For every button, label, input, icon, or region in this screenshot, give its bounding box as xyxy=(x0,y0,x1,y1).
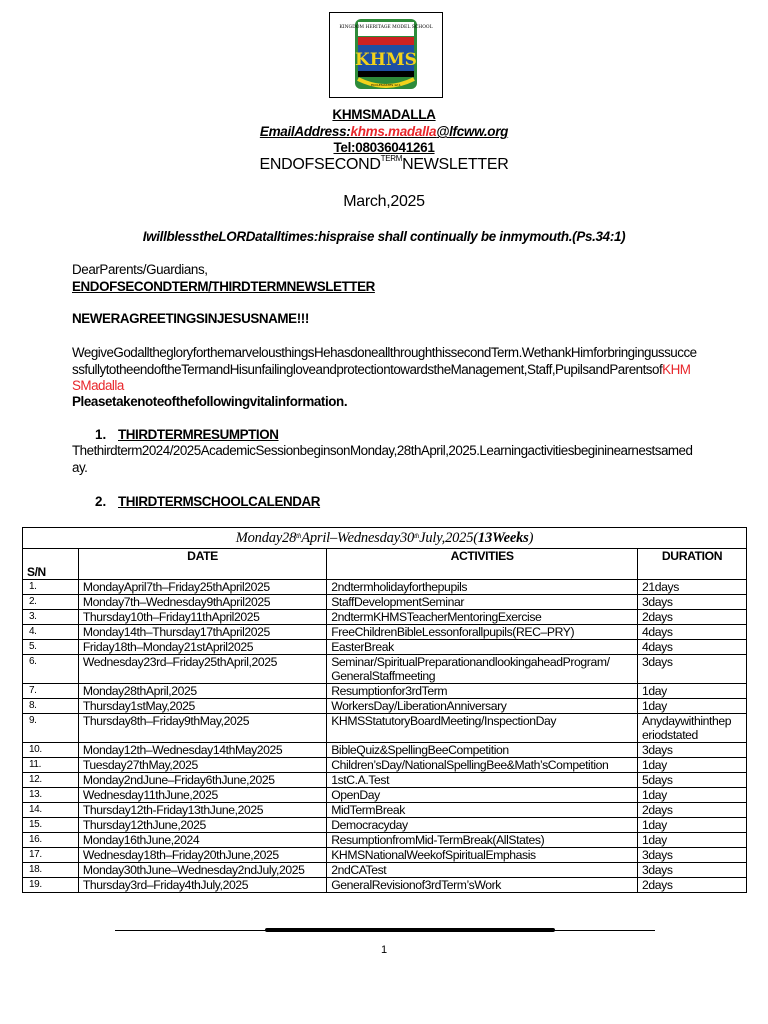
email-line xyxy=(0,124,768,139)
section2-title: THIRDTERMSCHOOLCALENDAR xyxy=(118,494,321,509)
table-row xyxy=(23,788,747,803)
row-sn: 7. xyxy=(23,684,79,699)
row-sn: 13. xyxy=(23,788,79,803)
row-sn: 6. xyxy=(23,655,79,684)
row-date: Monday28thApril,2025 xyxy=(78,684,326,699)
row-sn: 1. xyxy=(23,580,79,595)
row-sn: 9. xyxy=(23,714,79,743)
newsletter-title: $ENDOFSECOND^{TERM}NEWSLETTER$ xyxy=(259,154,509,173)
table-row xyxy=(23,758,747,773)
row-duration: 3days xyxy=(638,848,747,863)
section2-number: 2. xyxy=(95,494,107,509)
row-date: Friday18th–Monday21stApril2025 xyxy=(78,640,326,655)
row-sn: 14. xyxy=(23,803,79,818)
row-date: Tuesday27thMay,2025 xyxy=(78,758,326,773)
row-activity: 2ndtermKHMSTeacherMentoringExercise xyxy=(327,610,638,625)
row-duration: 3days xyxy=(638,863,747,878)
table-row xyxy=(23,655,747,684)
row-activity: Children’sDay/NationalSpellingBee&Math’sCompetition xyxy=(327,758,638,773)
calendar-table xyxy=(22,527,747,893)
row-date: Monday30thJune–Wednesday2ndJuly,2025 xyxy=(78,863,326,878)
row-date: Thursday10th–Friday11thApril2025 xyxy=(78,610,326,625)
calendar-header-row xyxy=(23,549,747,580)
row-sn: 3. xyxy=(23,610,79,625)
logo-letters: KHMS xyxy=(355,50,417,70)
school-logo xyxy=(329,12,443,98)
logo-bottom-text: ECCLESIASTES 12:1 xyxy=(371,83,401,87)
row-date: Monday2ndJune–Friday6thJune,2025 xyxy=(78,773,326,788)
table-row xyxy=(23,580,747,595)
table-row xyxy=(23,803,747,818)
row-date: Wednesday11thJune,2025 xyxy=(78,788,326,803)
row-duration: 21days xyxy=(638,580,747,595)
row-duration: 1day xyxy=(638,684,747,699)
school-name: KHMSMADALLA xyxy=(332,107,436,122)
row-activity: MidTermBreak xyxy=(327,803,638,818)
table-row xyxy=(23,743,747,758)
row-activity: ResumptionfromMid-TermBreak(AllStates) xyxy=(327,833,638,848)
newsletter-date: March,2025 xyxy=(343,193,425,210)
row-date: MondayApril7th–Friday25thApril2025 xyxy=(78,580,326,595)
calendar-title: Monday28thApril–Wednesday30thJuly,2025(13Weeks) xyxy=(23,528,747,549)
row-activity: EasterBreak xyxy=(327,640,638,655)
greeting: NEWERAGREETINGSINJESUSNAME!!! xyxy=(72,311,309,326)
row-duration: 1day xyxy=(638,833,747,848)
row-activity: 2ndCATest xyxy=(327,863,638,878)
row-sn: 8. xyxy=(23,699,79,714)
row-duration: Anydaywithinthep eriodstated xyxy=(638,714,747,743)
header-activities: ACTIVITIES xyxy=(327,549,638,580)
row-sn: 2. xyxy=(23,595,79,610)
row-activity: Seminar/SpiritualPreparationandlookingaheadProgram/ GeneralStaffmeeting xyxy=(327,655,638,684)
email-domain: @lfcww.org xyxy=(436,124,509,139)
row-activity: OpenDay xyxy=(327,788,638,803)
row-sn: 15. xyxy=(23,818,79,833)
table-row xyxy=(23,863,747,878)
row-activity: Democracyday xyxy=(327,818,638,833)
row-date: Wednesday23rd–Friday25thApril,2025 xyxy=(78,655,326,684)
row-activity: Resumptionfor3rdTerm xyxy=(327,684,638,699)
row-duration: 3days xyxy=(638,595,747,610)
note-line: Pleasetakenoteofthefollowingvitalinformation. xyxy=(72,394,348,409)
page-number: 1 xyxy=(380,944,388,956)
table-row xyxy=(23,714,747,743)
school-crest-icon xyxy=(330,13,442,97)
row-sn: 5. xyxy=(23,640,79,655)
row-duration: 3days xyxy=(638,655,747,684)
row-activity: StaffDevelopmentSeminar xyxy=(327,595,638,610)
header-sn: S/N xyxy=(23,549,79,580)
row-duration: 1day xyxy=(638,788,747,803)
row-activity: 2ndtermholidayforthepupils xyxy=(327,580,638,595)
row-activity: BibleQuiz&SpellingBeeCompetition xyxy=(327,743,638,758)
subject-line: ENDOFSECONDTERM/THIRDTERMNEWSLETTER xyxy=(72,279,375,294)
footer-divider xyxy=(115,928,655,932)
row-date: Monday12th–Wednesday14thMay2025 xyxy=(78,743,326,758)
salutation: DearParents/Guardians, xyxy=(72,262,208,277)
header-date: DATE xyxy=(78,549,326,580)
row-duration: 2days xyxy=(638,878,747,893)
row-date: Thursday12th-Friday13thJune,2025 xyxy=(78,803,326,818)
row-duration: 4days xyxy=(638,625,747,640)
table-row xyxy=(23,699,747,714)
row-date: Monday7th–Wednesday9thApril2025 xyxy=(78,595,326,610)
calendar-body xyxy=(23,580,747,893)
table-row xyxy=(23,610,747,625)
table-row xyxy=(23,818,747,833)
row-sn: 11. xyxy=(23,758,79,773)
row-date: Monday16thJune,2024 xyxy=(78,833,326,848)
telephone: Tel:08036041261 xyxy=(333,140,435,155)
school-name-highlight: KHMSMadalla xyxy=(72,361,691,393)
row-activity: 1stC.A.Test xyxy=(327,773,638,788)
logo-top-text: KINGDOM HERITAGE MODEL SCHOOL xyxy=(339,25,433,30)
row-duration: 1day xyxy=(638,818,747,833)
row-activity: GeneralRevisionof3rdTerm’sWork xyxy=(327,878,638,893)
row-sn: 19. xyxy=(23,878,79,893)
header-duration: DURATION xyxy=(638,549,747,580)
row-date: Monday14th–Thursday17thApril2025 xyxy=(78,625,326,640)
row-duration: 3days xyxy=(638,743,747,758)
row-duration: 4days xyxy=(638,640,747,655)
row-sn: 16. xyxy=(23,833,79,848)
table-row xyxy=(23,595,747,610)
row-sn: 12. xyxy=(23,773,79,788)
email-label: EmailAddress: xyxy=(259,124,351,139)
row-sn: 10. xyxy=(23,743,79,758)
row-date: Wednesday18th–Friday20thJune,2025 xyxy=(78,848,326,863)
row-duration: 2days xyxy=(638,610,747,625)
email-link[interactable]: khms.madalla xyxy=(350,124,437,139)
calendar-title-row xyxy=(23,528,747,549)
table-row xyxy=(23,848,747,863)
row-date: Thursday3rd–Friday4thJuly,2025 xyxy=(78,878,326,893)
row-activity: KHMSStatutoryBoardMeeting/InspectionDay xyxy=(327,714,638,743)
table-row xyxy=(23,684,747,699)
section1-text: Thethirdterm2024/2025AcademicSessionbeginsonMonday,28thApril,2025.Learningactivitiesbegininearnestsameday. xyxy=(72,443,693,475)
table-row xyxy=(23,625,747,640)
row-sn: 18. xyxy=(23,863,79,878)
table-row xyxy=(23,773,747,788)
section1-number: 1. xyxy=(95,427,107,442)
row-duration: 5days xyxy=(638,773,747,788)
row-date: Thursday8th–Friday9thMay,2025 xyxy=(78,714,326,743)
row-activity: KHMSNationalWeekofSpiritualEmphasis xyxy=(327,848,638,863)
intro-paragraph: WegiveGodallthegloryforthemarvelousthingsHehasdoneallthroughthissecondTerm.WethankHimforbringingussuccessfullytotheendoftheTermandHisunfailingloveandprotectiontowardstheManagement,Staff,PupilsandParentsofKHMSMadalla xyxy=(72,345,697,393)
row-activity: WorkersDay/LiberationAnniversary xyxy=(327,699,638,714)
row-date: Thursday12thJune,2025 xyxy=(78,818,326,833)
row-sn: 17. xyxy=(23,848,79,863)
row-activity: FreeChildrenBibleLessonforallpupils(REC–PRY) xyxy=(327,625,638,640)
row-sn: 4. xyxy=(23,625,79,640)
table-row xyxy=(23,640,747,655)
row-duration: 2days xyxy=(638,803,747,818)
section1-title: THIRDTERMRESUMPTION xyxy=(118,427,279,442)
table-row xyxy=(23,878,747,893)
bible-verse: IwillblesstheLORDatalltimes:hispraise shall continually be inmymouth.(Ps.34:1) xyxy=(142,229,626,244)
row-date: Thursday1stMay,2025 xyxy=(78,699,326,714)
row-duration: 1day xyxy=(638,758,747,773)
table-row xyxy=(23,833,747,848)
row-duration: 1day xyxy=(638,699,747,714)
